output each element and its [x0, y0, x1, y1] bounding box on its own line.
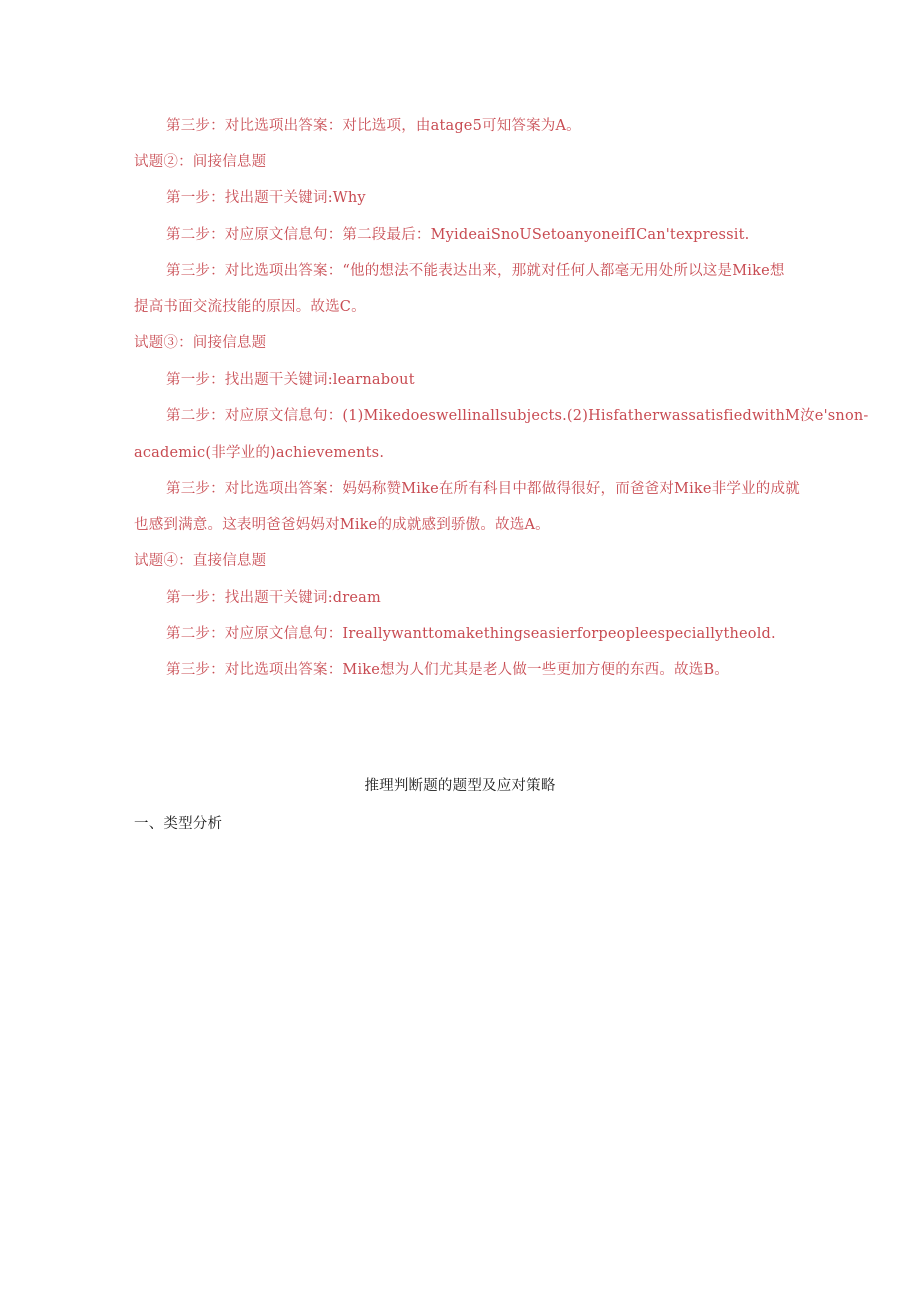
- section-title: 推理判断题的题型及应对策略: [364, 778, 556, 794]
- step-line: 第二步：对应原文信息句：第二段最后：MyideaiSnoUSetoanyoneifICan'texpressit.: [166, 227, 750, 243]
- section-subheading: 一、类型分析: [134, 816, 223, 832]
- question-heading: 试题②：间接信息题: [134, 154, 267, 170]
- step-line-continuation: 也感到满意。这表明爸爸妈妈对Mike的成就感到骄傲。故选A。: [134, 517, 550, 533]
- step-line: 第三步：对比选项出答案：Mike想为人们尤其是老人做一些更加方便的东西。故选B。: [166, 662, 730, 678]
- step-line: 第三步：对比选项出答案：对比选项，由atage5可知答案为A。: [166, 118, 581, 134]
- step-line: 第一步：找出题干关键词:learnabout: [166, 372, 415, 388]
- step-line: 第一步：找出题干关键词:Why: [166, 190, 366, 206]
- question-heading: 试题④：直接信息题: [134, 553, 267, 569]
- step-line: 第三步：对比选项出答案：“他的想法不能表达出来，那就对任何人都毫无用处所以这是Mike想: [166, 263, 785, 279]
- step-line: 第二步：对应原文信息句：(1)Mikedoeswellinallsubjects.(2)HisfatherwassatisfiedwithM汝e'snon-: [166, 408, 869, 424]
- step-line: 第一步：找出题干关键词:dream: [166, 590, 381, 606]
- step-line: 第二步：对应原文信息句：Ireallywanttomakethingseasierforpeopleespeciallytheold.: [166, 626, 776, 642]
- step-line: 第三步：对比选项出答案：妈妈称赞Mike在所有科目中都做得很好，而爸爸对Mike非学业的成就: [166, 481, 800, 497]
- step-line-continuation: 提高书面交流技能的原因。故选C。: [134, 299, 366, 315]
- question-heading: 试题③：间接信息题: [134, 335, 267, 351]
- step-line-continuation: academic(非学业的)achievements.: [134, 445, 385, 461]
